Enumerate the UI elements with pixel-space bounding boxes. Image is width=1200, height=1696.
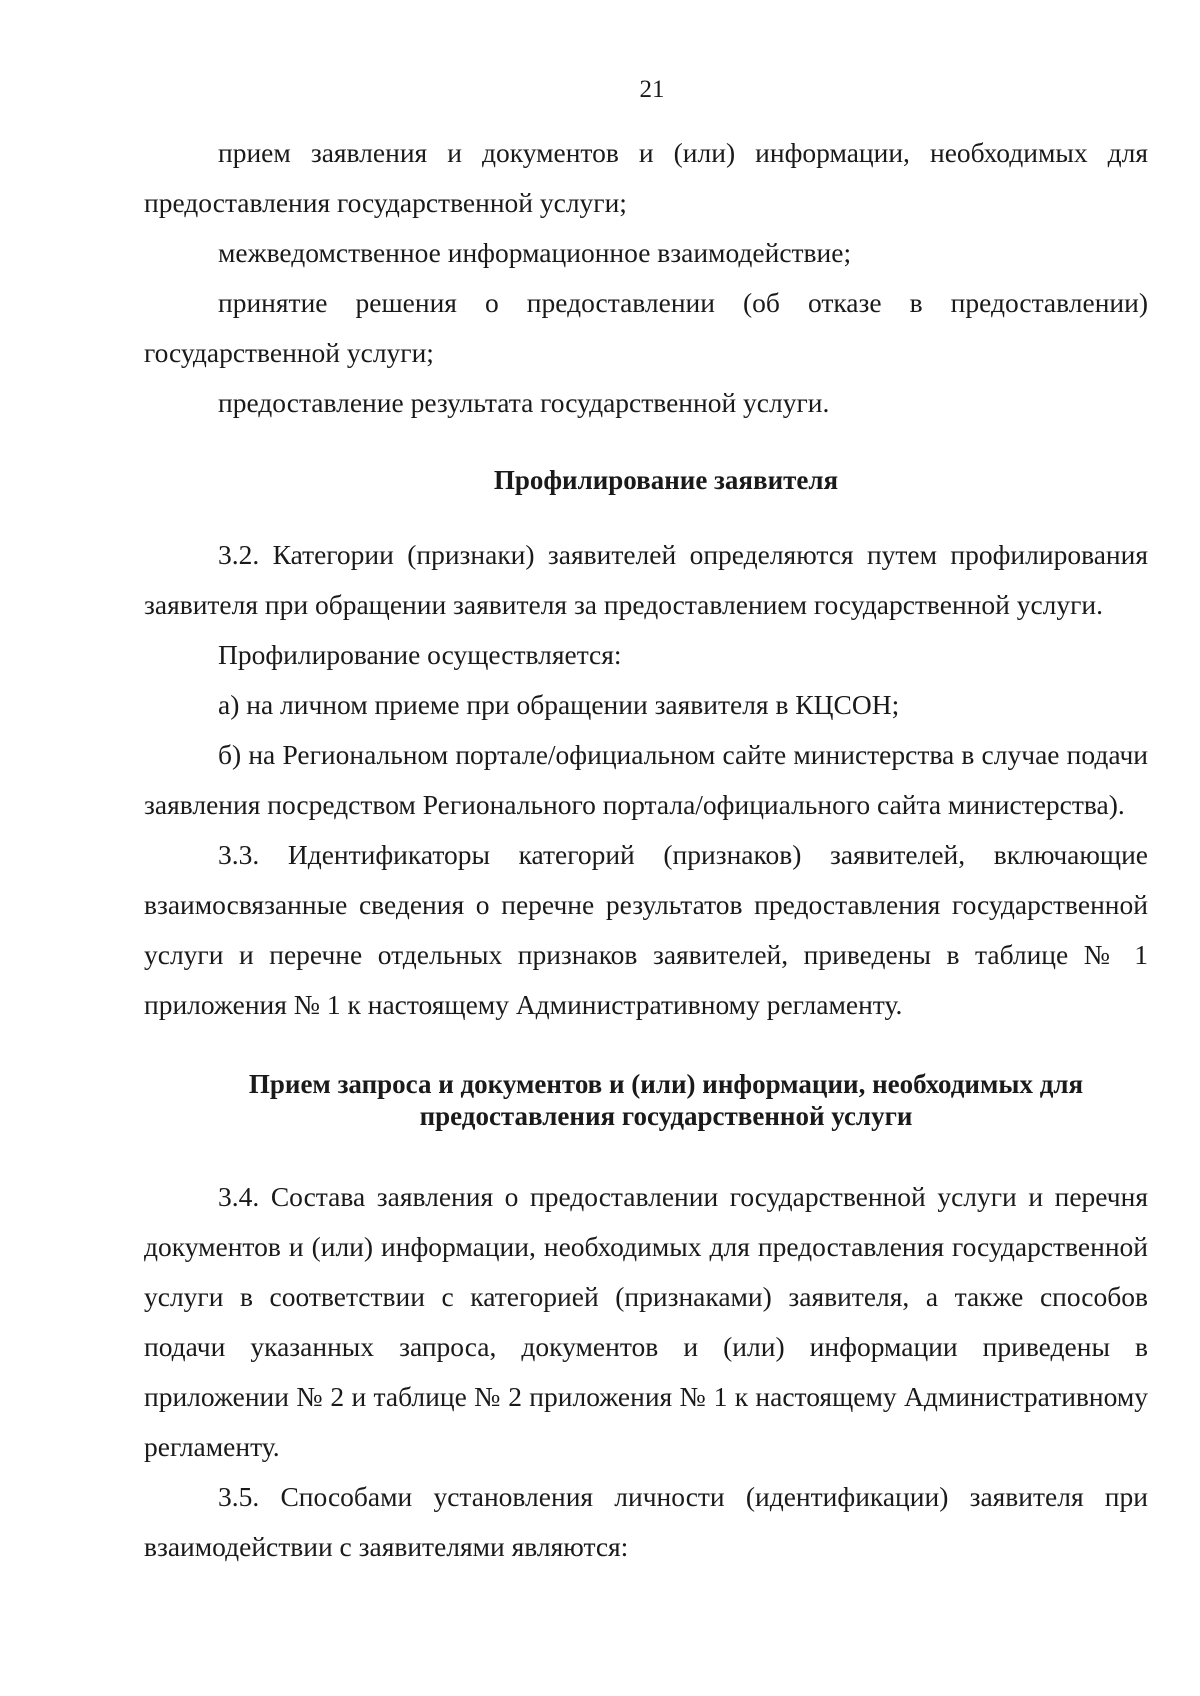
paragraph: 3.2. Категории (признаки) заявителей определяются путем профилирования заявителя при обращении заявителя за предоставлением государственной услуги. [144,539,1148,620]
section-heading-profiling: Профилирование заявителя [493,465,839,495]
paragraph: Профилирование осуществляется: [218,639,622,670]
document-body [144,128,1148,1572]
paragraph: 3.3. Идентификаторы категорий (признаков) заявителей, включающие взаимосвязанные сведения о перечне результатов предоставления государственной услуги и перечне отдельных признаков заявителей, приведены в таблице № 1 приложения № 1 к настоящему Административному регламенту. [144,839,1148,1020]
paragraph: прием заявления и документов и (или) информации, необходимых для предоставления государственной услуги; [144,137,1148,218]
paragraph: б) на Региональном портале/официальном сайте министерства в случае подачи заявления посредством Регионального портала/официального сайта министерства). [144,739,1148,820]
section-heading-line: предоставления государственной услуги [419,1101,913,1131]
paragraph: межведомственное информационное взаимодействие; [218,237,852,268]
paragraph: 3.5. Способами установления личности (идентификации) заявителя при взаимодействии с заявителями являются: [144,1481,1148,1562]
section-heading-line: Прием запроса и документов и (или) информации, необходимых для [248,1069,1084,1099]
paragraph: принятие решения о предоставлении (об отказе в предоставлении) государственной услуги; [144,287,1148,368]
page-number: 21 [639,76,665,103]
paragraph: а) на личном приеме при обращении заявителя в КЦСОН; [218,689,900,720]
paragraph: предоставление результата государственной услуги. [218,387,830,418]
paragraph: 3.4. Состава заявления о предоставлении государственной услуги и перечня документов и (или) информации, необходимых для предоставления государственной услуги в соответствии с категорией (признаками) заявителя, а также способов подачи указанных запроса, документов и (или) информации приведены в приложении № 2 и таблице № 2 приложения № 1 к настоящему Административному регламенту. [144,1181,1148,1462]
section-heading-reception [144,1068,1148,1132]
